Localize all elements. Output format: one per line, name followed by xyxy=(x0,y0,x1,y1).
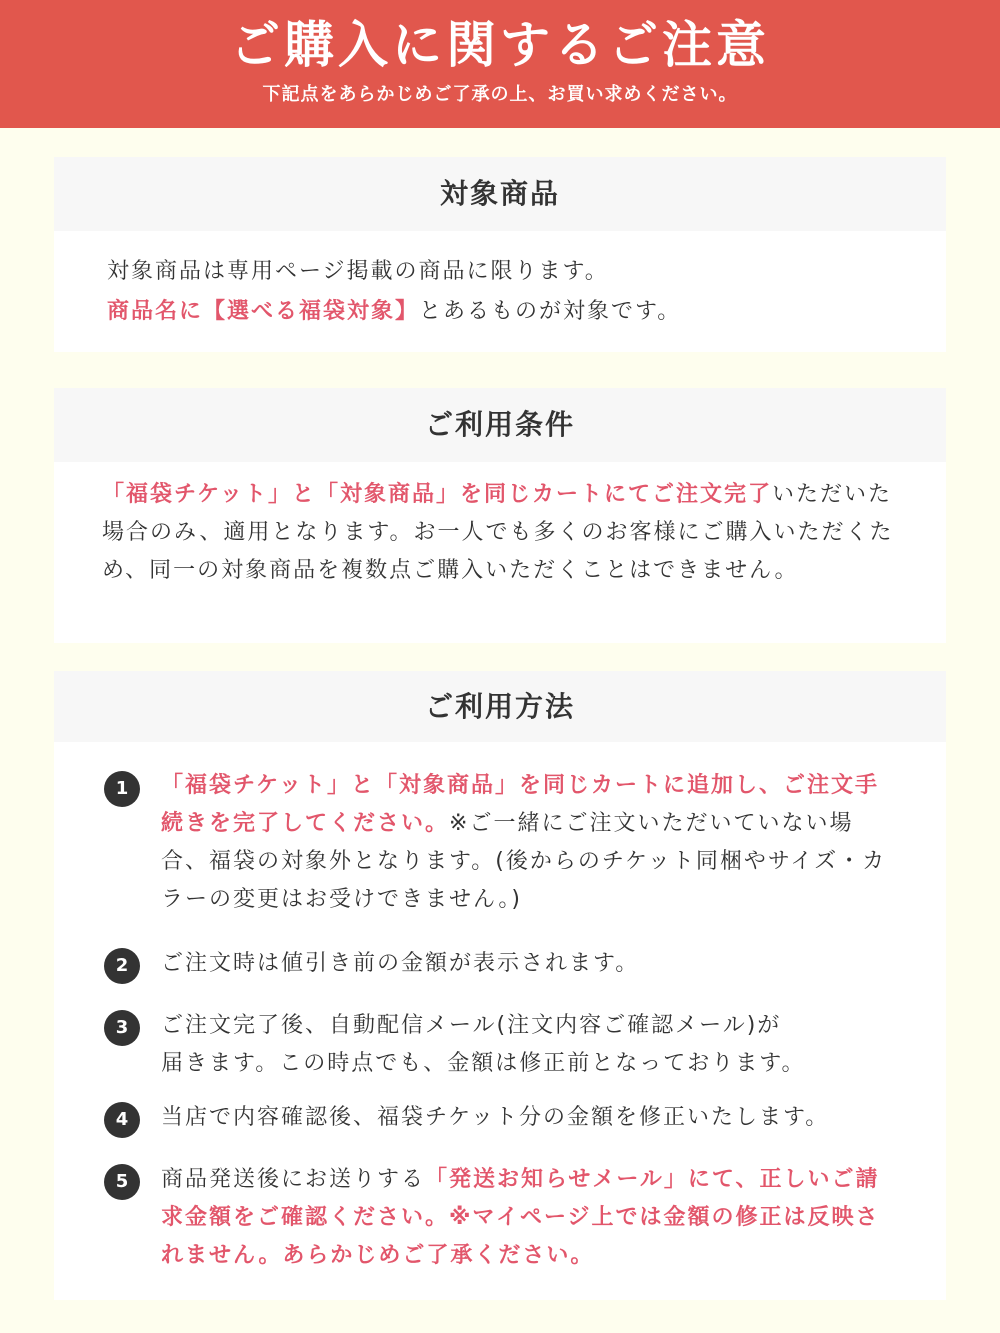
section-heading: ご利用方法 xyxy=(54,671,946,742)
page-subtitle: 下記点をあらかじめご了承の上、お買い求めください。 xyxy=(262,84,738,105)
section-usage-conditions xyxy=(54,388,946,643)
section-body xyxy=(102,476,906,590)
step-item xyxy=(104,1099,904,1139)
step-number-badge: 5 xyxy=(104,1164,140,1200)
step-number-badge: 4 xyxy=(104,1102,140,1138)
step-text xyxy=(161,1161,901,1275)
step-number-badge: 3 xyxy=(104,1010,140,1046)
body-text: 商品発送後にお送りする xyxy=(161,1167,426,1192)
step-number-badge: 2 xyxy=(104,948,140,984)
step-number-badge: 1 xyxy=(104,771,140,807)
header-banner xyxy=(0,0,1000,128)
section-usage-method xyxy=(54,671,946,1300)
body-line: 対象商品は専用ページ掲載の商品に限ります。 xyxy=(107,259,609,284)
body-text: ※ご一緒にご注文いただいていない場合、福袋の対象外となります。(後からのチケット同梱やサイズ・カラーの変更はお受けできません。) xyxy=(161,811,887,912)
body-text: とあるものが対象です。 xyxy=(419,299,682,324)
body-text: いただいた場合のみ、適用となります。お一人でも多くのお客様にご購入いただくため、同一の対象商品を複数点ご購入いただくことはできません。 xyxy=(102,482,894,583)
highlight-text: 商品名に【選べる福袋対象】 xyxy=(107,299,420,324)
highlight-text: 「福袋チケット」と「対象商品」を同じカートに追加し、ご注文手続きを完了してください。 xyxy=(161,773,880,836)
step-item xyxy=(104,1007,904,1085)
step-text: 当店で内容確認後、福袋チケット分の金額を修正いたします。 xyxy=(161,1105,830,1130)
step-text: ご注文時は値引き前の金額が表示されます。 xyxy=(161,951,640,976)
highlight-text: 「福袋チケット」と「対象商品」を同じカートにてご注文完了 xyxy=(102,482,773,507)
step-line: ご注文完了後、自動配信メール(注文内容ご確認メール)が xyxy=(161,1013,782,1038)
section-body xyxy=(107,252,927,332)
step-text xyxy=(161,1007,901,1083)
step-line: 届きます。この時点でも、金額は修正前となっております。 xyxy=(161,1051,806,1076)
highlight-text: 「発送お知らせメール」にて、正しいご請求金額をご確認ください。※マイページ上では金額の修正は反映されません。あらかじめご了承ください。 xyxy=(161,1167,880,1268)
body-line xyxy=(107,292,927,332)
step-item xyxy=(104,767,904,923)
section-heading: 対象商品 xyxy=(54,157,946,231)
step-item xyxy=(104,945,904,985)
page-title: ご購入に関するご注意 xyxy=(230,16,770,74)
section-target-products xyxy=(54,157,946,352)
section-heading: ご利用条件 xyxy=(54,388,946,462)
step-text xyxy=(161,767,901,919)
step-item xyxy=(104,1161,904,1281)
